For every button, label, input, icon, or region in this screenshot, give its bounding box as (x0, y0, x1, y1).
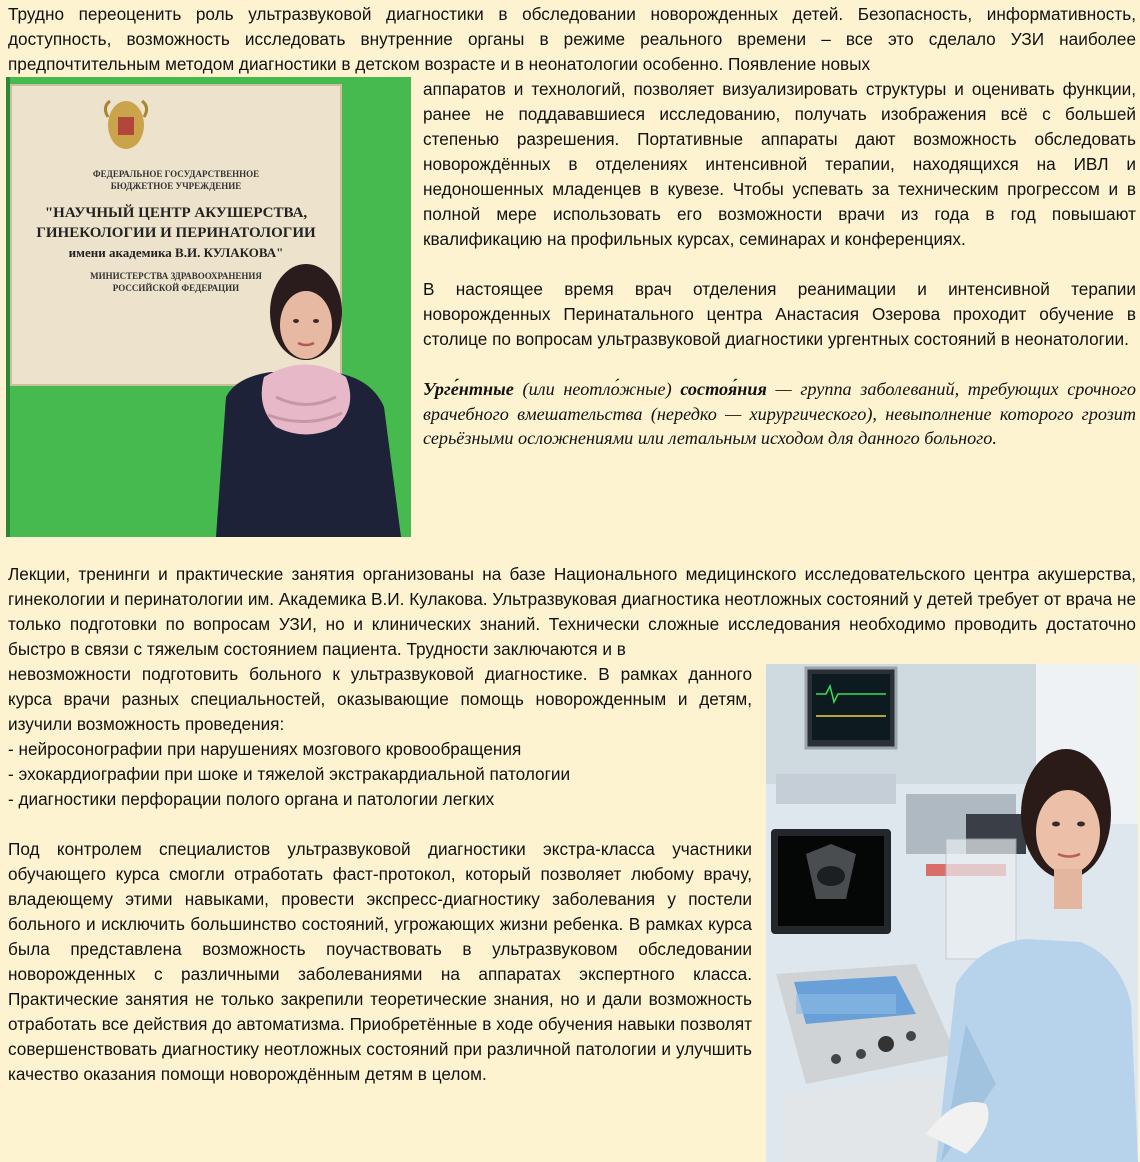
sign-line-4: ГИНЕКОЛОГИИ И ПЕРИНАТОЛОГИИ (36, 225, 316, 241)
photo-doctor-ultrasound (766, 664, 1138, 1162)
term-urgent: Урге́нтные (423, 379, 514, 399)
definition-text-2: — группа заболеваний, требующих срочного врачебного вмешательства (нередко — хирургического), невыполнение которого грозит серьёзными осложнениями или летальным исходом для данного больного. (423, 379, 1136, 448)
sign-line-7: РОССИЙСКОЙ ФЕДЕРАЦИИ (112, 283, 240, 293)
photo-doctor-at-sign (6, 77, 411, 537)
list-item-1: - нейросонографии при нарушениях мозгового кровообращения (8, 739, 522, 759)
paragraph-doctor-training: В настоящее время врач отделения реанимации и интенсивной терапии новорожденных Перинатального центра Анастасия Озерова проходит обучение в столице по вопросам ультразвуковой диагностики ургентных состояний в неонатологии. (423, 279, 1136, 349)
term-conditions: состоя́ния (680, 379, 767, 399)
list-item-2: - эхокардиографии при шоке и тяжелой экстракардиальной патологии (8, 764, 571, 784)
photo-doctor-ultrasound-graphic (766, 664, 1138, 1162)
paragraph-intro-top: Трудно переоценить роль ультразвуковой диагностики в обследовании новорожденных детей. Безопасность, информативность, доступность, возможность исследовать внутренние органы в режиме реального времени – все это сделало УЗИ наиболее предпочтительным методом диагностики в детском возрасте и в неонатологии особенно. Появление новых (8, 4, 1136, 74)
paragraph-intro-rest: аппаратов и технологий, позволяет визуализировать структуры и оценивать функции, ранее не поддававшиеся исследованию, получать изображения всё с большей степенью разрешения. Портативные аппараты дают возможность обследовать новорождённых в отделениях интенсивной терапии, находящихся на ИВЛ и недоношенных младенцев в кувезе. Чтобы успевать за техническим прогрессом и в полной мере использовать его возможности врачи из года в год повышают квалификацию на профильных курсах, семинарах и конференциях. (423, 79, 1136, 249)
list-item-3: - диагностики перфорации полого органа и патологии легких (8, 789, 495, 809)
paragraph-course-top: Лекции, тренинги и практические занятия организованы на базе Национального медицинского исследовательского центра акушерства, гинекологии и перинатологии им. Академика В.И. Кулакова. Ультразвуковая диагностика неотложных состояний у детей требует от врача не только подготовки по вопросам УЗИ, но и клинических знаний. Технически сложные исследования необходимо проводить достаточно быстро в связи с тяжелым состоянием пациента. Трудности заключаются и в (8, 564, 1136, 659)
sign-line-2: БЮДЖЕТНОЕ УЧРЕЖДЕНИЕ (110, 181, 242, 191)
article (8, 2, 1136, 1162)
paragraph-course-rest: невозможности подготовить больного к ультразвуковой диагностике. В рамках данного курса врачи разных специальностей, оказывающие помощь новорожденным и детям, изучили возможность проведения: (8, 664, 752, 734)
definition-text-1: (или неотло́жные) (513, 379, 681, 399)
photo-doctor-at-sign-graphic (6, 77, 411, 537)
sign-line-5: имени академика В.И. КУЛАКОВА" (68, 245, 284, 260)
sign-line-6: МИНИСТЕРСТВА ЗДРАВООХРАНЕНИЯ (90, 271, 262, 281)
sign-line-1: ФЕДЕРАЛЬНОЕ ГОСУДАРСТВЕННОЕ (92, 169, 260, 179)
sign-line-3: "НАУЧНЫЙ ЦЕНТР АКУШЕРСТВА, (44, 205, 308, 221)
paragraph-fast-protocol: Под контролем специалистов ультразвуковой диагностики экстра-класса участники обучающего курса смогли отработать фаст-протокол, который позволяет любому врачу, владеющему этими навыками, провести экспресс-диагностику заболевания у постели больного и исключить большинство состояний, угрожающих жизни ребенка. В рамках курса была представлена возможность поучаствовать в ультразвуковом обследовании новорожденных с различными заболеваниями на аппаратах экспертного класса. Практические занятия не только закрепили теоретические знания, но и дали возможность отработать все действия до автоматизма. Приобретённые в ходе обучения навыки позволят совершенствовать диагностику неотложных состояний при различной патологии и улучшить качество оказания помощи новорождённым детям в целом. (8, 839, 752, 1084)
